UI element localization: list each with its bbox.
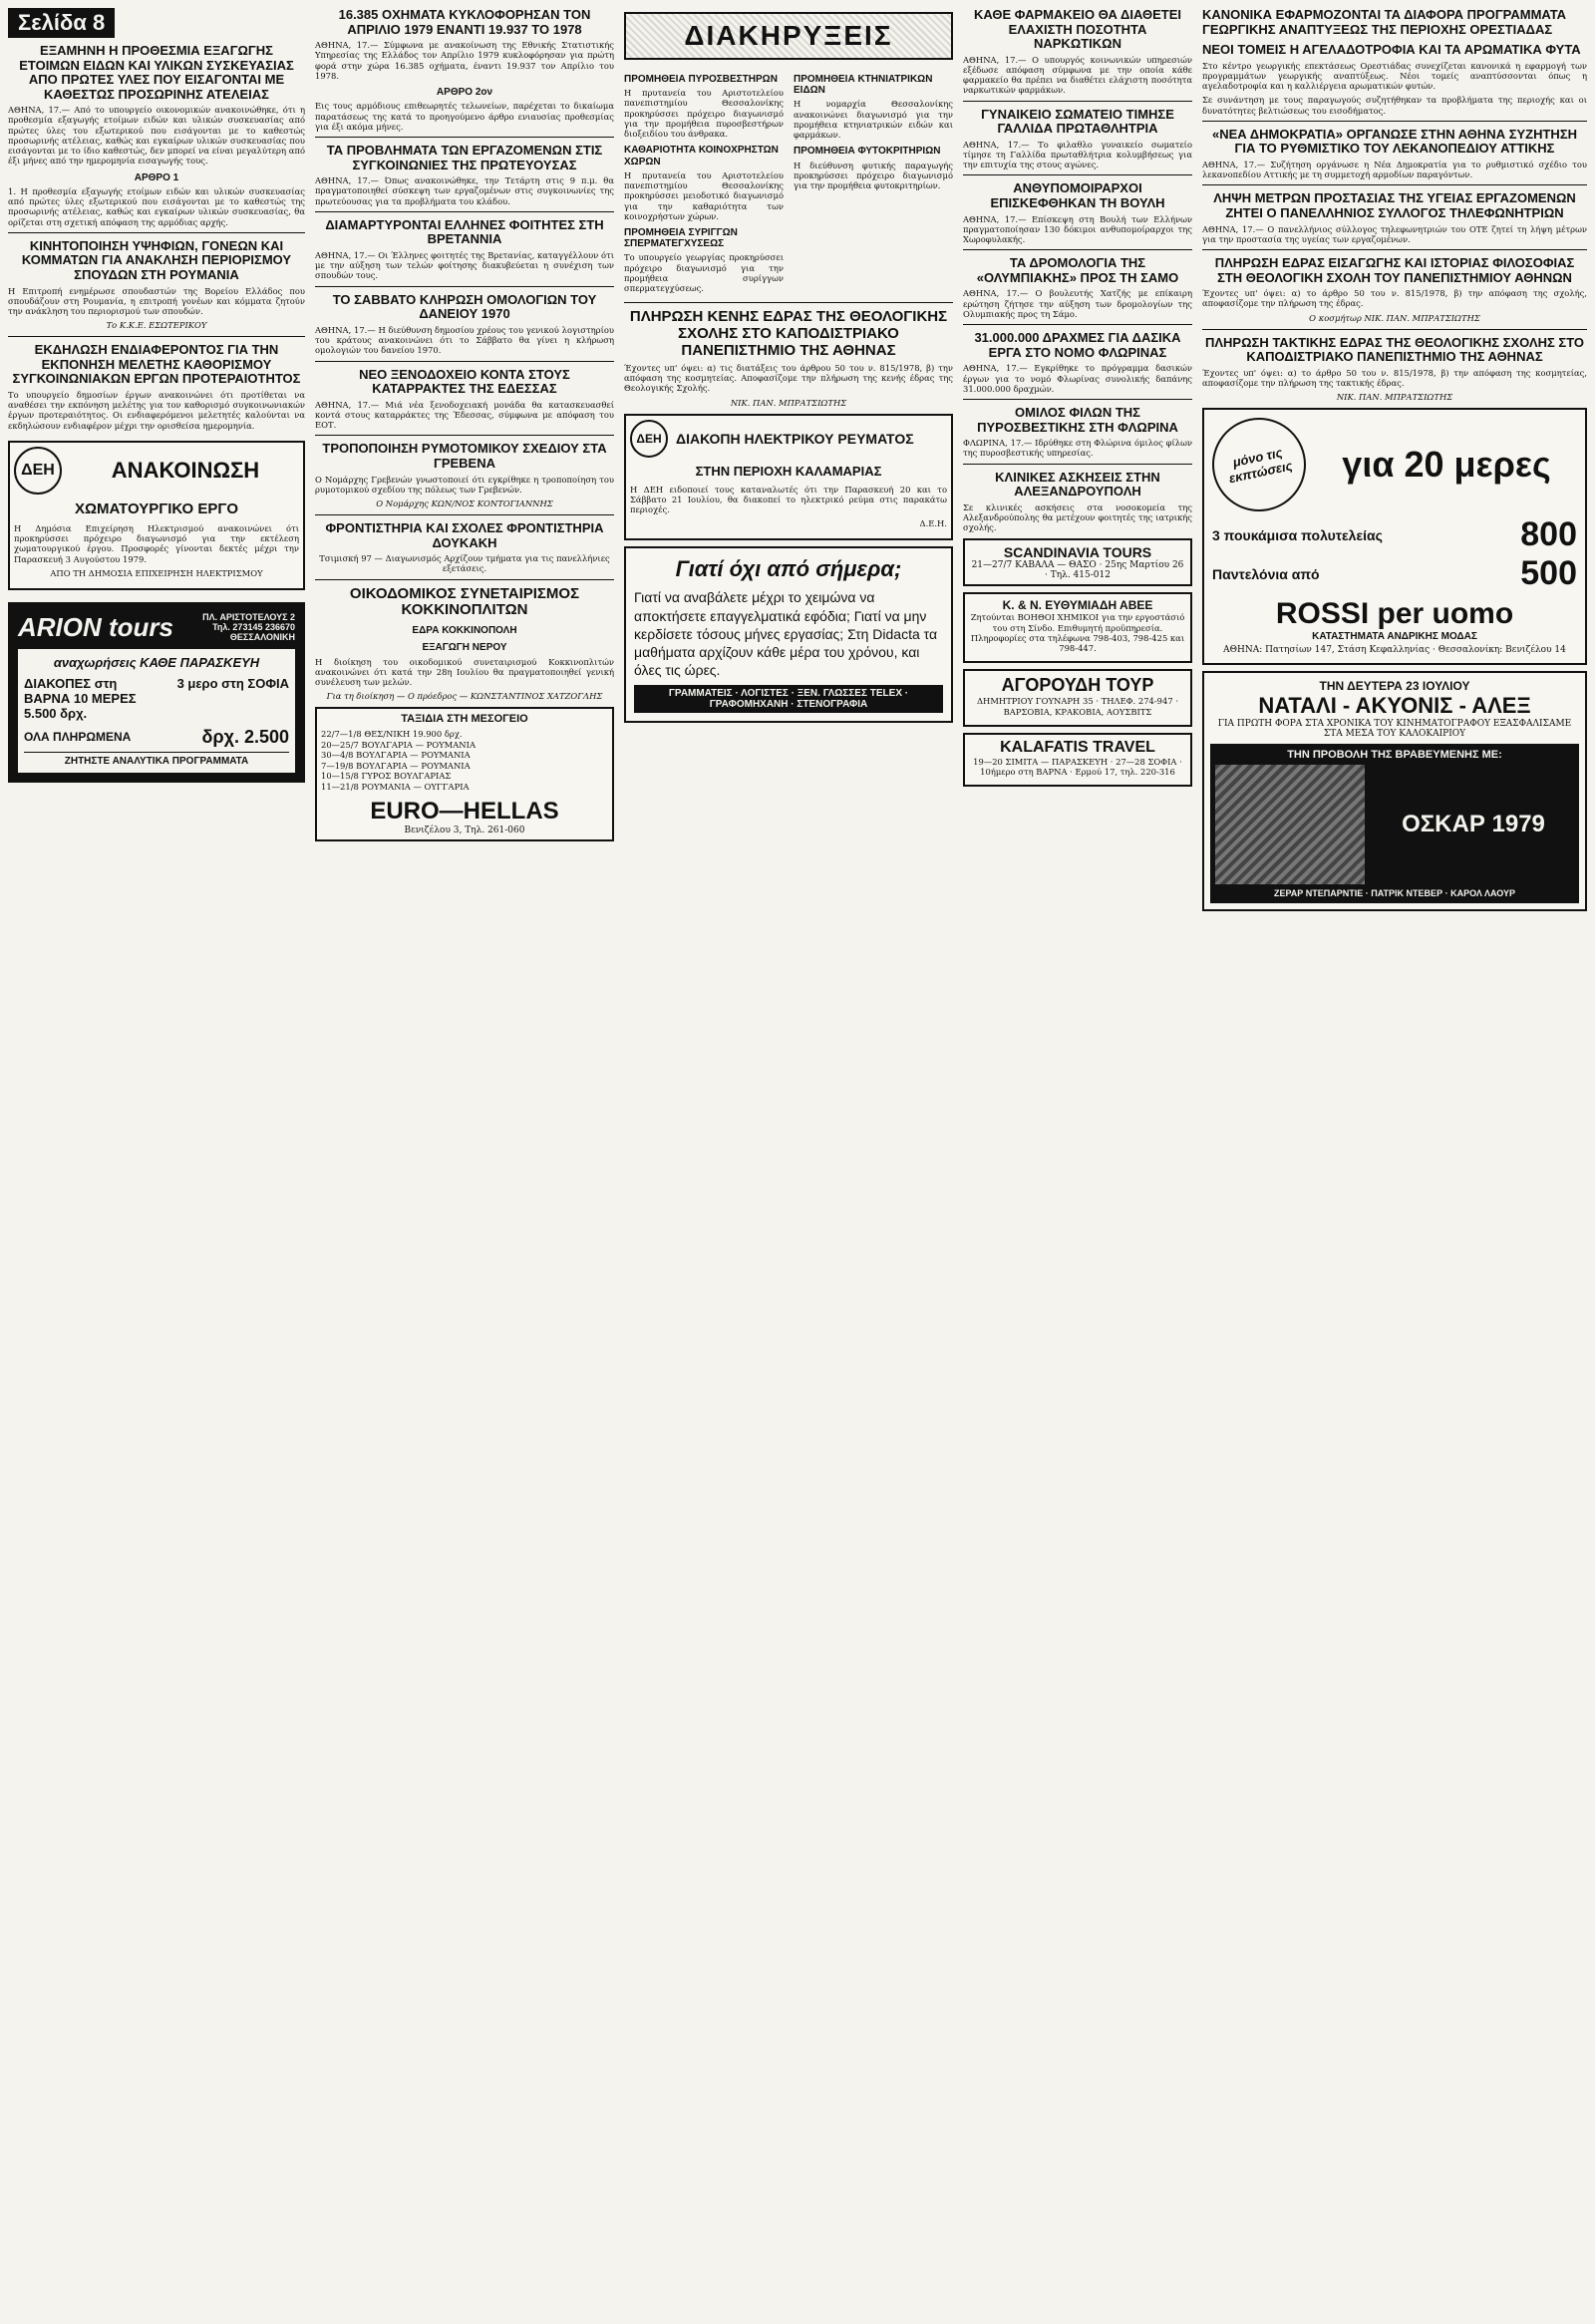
column-2 (315, 8, 614, 847)
didacta-text: Γιατί να αναβάλετε μέχρι το χειμώνα να αποκτήσετε επαγγελματικά εφόδια; Γιατί να μην κερδίσετε τόσους μήνες εργασίας; Στη Didacta τα μαθήματα αρχίζουν κάθε μέρα του χρόνου, και όλες τις ώρες. (634, 589, 938, 679)
divider (315, 361, 614, 362)
didacta-ad (624, 546, 953, 723)
headline-edessa-hotel: ΝΕΟ ΞΕΝΟΔΟΧΕΙΟ ΚΟΝΤΑ ΣΤΟΥΣ ΚΑΤΑΡΡΑΚΤΕΣ ΤΗΣ ΕΔΕΣΣΑΣ (359, 366, 570, 397)
headline-bond-draw: ΤΟ ΣΑΒΒΑΤΟ ΚΛΗΡΩΣΗ ΟΜΟΛΟΓΙΩΝ ΤΟΥ ΔΑΝΕΙΟΥ 1970 (332, 291, 597, 322)
headline-transport-workers: ΤΑ ΠΡΟΒΛΗΜΑΤΑ ΤΩΝ ΕΡΓΑΖΟΜΕΝΩΝ ΣΤΙΣ ΣΥΓΚΟΙΝΩΝΙΕΣ ΤΗΣ ΠΡΩΤΕΥΟΥΣΑΣ (326, 143, 603, 172)
article-text: 1. Η προθεσμία εξαγωγής ετοίμων ειδών και υλικών συσκευασίας από πρώτες ύλες εξωτερικού που εισάγονται με το καθεστώς της προσωρινής ατέλειας, καθώς και εγκαίρων υλικών συσκευασίας, θα ορίζεται στη σχετική απόφαση της αρμόδιας αρχής. (8, 185, 305, 227)
rossi-pants: Παντελόνια από (1212, 565, 1320, 582)
article-text: Τσιμισκή 97 — Διαγωνισμός Αρχίζουν τμήματα για τις πανελλήνιες εξετάσεις. (319, 553, 610, 574)
arion-trip-sofia: 3 μερο στη ΣΟΦΙΑ (176, 675, 289, 691)
rossi-shirts-price: 800 (1520, 515, 1577, 554)
article-text: ΑΘΗΝΑ, 17.— Ο πανελλήνιος σύλλογος τηλεφωνητριών του ΟΤΕ ζητεί τη λήψη μέτρων για την προστασία της υγείας των εργαζομένων. (1202, 223, 1587, 244)
column-4 (963, 8, 1192, 793)
arion-tours-ad (8, 602, 305, 783)
article-text: ΑΘΗΝΑ, 17.— Σύμφωνα με ανακοίνωση της Εθνικής Στατιστικής Υπηρεσίας της Ελλάδος τον Απρίλιο 1979 κυκλοφόρησαν για πρώτη φορά στην χώρα 16.385 οχήματα, έναντι 19.937 τον Απρίλιο του 1978. (315, 40, 614, 81)
power-outage-title: ΔΙΑΚΟΠΗ ΗΛΕΚΤΡΙΚΟΥ ΡΕΥΜΑΤΟΣ (676, 430, 914, 447)
scandinavia-details: 21—27/7 ΚΑΒΑΛΑ — ΘΑΣΟ · 25ης Μαρτίου 26 · Τηλ. 415-012 (971, 560, 1184, 581)
article-signature: ΝΙΚ. ΠΑΝ. ΜΠΡΑΤΣΙΩΤΗΣ (730, 397, 847, 408)
divider (963, 324, 1192, 325)
article-text: Στο κέντρο γεωργικής επεκτάσεως Ορεστιάδας συνεχίζεται κανονικά η εφαρμογή των προγραμμάτων γεωργικής αναπτύξεως. Νέοι τομείς αναπτύσσονται όπως η αγελαδοτροφία και η καλλιέργεια αρωματικών φυτών. (1202, 60, 1587, 92)
kalafatis-brand: KALAFATIS TRAVEL (1000, 738, 1155, 756)
cooperative-seat: ΕΔΡΑ ΚΟΚΚΙΝΟΠΟΛΗ (412, 625, 517, 637)
article-section-label: ΑΡΘΡΟ 1 (134, 171, 179, 183)
divider (315, 435, 614, 436)
headline-students-britain: ΔΙΑΜΑΡΤΥΡΟΝΤΑΙ ΕΛΛΗΝΕΣ ΦΟΙΤΗΤΕΣ ΣΤΗ ΒΡΕΤΑΝΝΙΑ (325, 216, 604, 247)
article-signature: Ο Νομάρχης ΚΩΝ/ΝΟΣ ΚΟΝΤΟΓΙΑΝΝΗΣ (376, 498, 553, 508)
rossi-brand: ROSSI per uomo (1275, 597, 1514, 631)
article-text: Έχοντες υπ' όψει: α) το άρθρο 50 του ν. 815/1978, β) την απόφαση της σχολής, αποφασίζομε την πλήρωση της έδρας. (1202, 288, 1587, 309)
kalafatis-travel-ad (963, 733, 1192, 788)
headline-pharmacies: ΚΑΘΕ ΦΑΡΜΑΚΕΙΟ ΘΑ ΔΙΑΘΕΤΕΙ ΕΛΑΧΙΣΤΗ ΠΟΣΟΤΗΤΑ ΝΑΡΚΩΤΙΚΩΝ (973, 7, 1182, 52)
list-item: 20—25/7 ΒΟΥΛΓΑΡΙΑ — ΡΟΥΜΑΝΙΑ (321, 739, 476, 750)
announcement-title: ΑΝΑΚΟΙΝΩΣΗ (111, 457, 260, 483)
article-text: Η διοίκηση του οικοδομικού συνεταιρισμού Κοκκινοπλιτών ανακοινώνει ότι κατά την 28η Ιουλίου θα πραγματοποιηθεί γενική συνέλευση των μελών. (315, 656, 614, 688)
notice-title: ΠΡΟΜΗΘΕΙΑ ΚΤΗΝΙΑΤΡΙΚΩΝ ΕΙΔΩΝ (794, 74, 933, 97)
notice-text: Η πρυτανεία του Αριστοτελείου πανεπιστημίου Θεσσαλονίκης προκηρύσσει πρόχειρο διαγωνισμό για την προμήθεια πυροσβεστήρων διοξειδίου του άνθρακα. (624, 88, 784, 140)
divider (8, 232, 305, 233)
headline-florina-forestry: 31.000.000 ΔΡΑΧΜΕΣ ΓΙΑ ΔΑΣΙΚΑ ΕΡΓΑ ΣΤΟ ΝΟΜΟ ΦΛΩΡΙΝΑΣ (974, 330, 1181, 360)
article-text: Έχοντες υπ' όψει: α) τις διατάξεις του άρθρου 50 του ν. 815/1978, β) την απόφαση της κοσμητείας. Αποφασίζομε την πλήρωση της κενής έδρας της Θεολογικής Σχολής. (624, 362, 953, 394)
article-text: ΑΘΗΝΑ, 17.— Εγκρίθηκε το πρόγραμμα δασικών έργων για το νομό Φλωρίνας συνολικής δαπάνης 31.000.000 δραχμών. (963, 363, 1192, 394)
cinema-promo: ΤΗΝ ΠΡΟΒΟΛΗ ΤΗΣ ΒΡΑΒΕΥΜΕΝΗΣ ΜΕ: (1287, 749, 1502, 762)
euro-hellas-address: Βενιζέλου 3, Τηλ. 261-060 (404, 826, 525, 836)
cinema-photo (1215, 765, 1365, 884)
cooperative-subject: ΕΞΑΓΩΓΗ ΝΕΡΟΥ (422, 642, 507, 654)
arion-city: ΘΕΣΣΑΛΟΝΙΚΗ (229, 631, 295, 642)
notice-text: Η πρυτανεία του Αριστοτελείου πανεπιστημίου Θεσσαλονίκης προκηρύσσει μειοδοτικό διαγωνισμό για την καθαριότητα των κοινοχρήστων χώρων. (624, 169, 784, 221)
article-text: ΑΘΗΝΑ, 17.— Επίσκεψη στη Βουλή των Ελλήνων πραγματοποίησαν 130 δόκιμοι ανθυπομοίραρχοι της Χωροφυλακής. (963, 213, 1192, 245)
euro-hellas-ad (315, 707, 614, 841)
rossi-ad (1202, 408, 1587, 665)
divider (963, 101, 1192, 102)
divider (1202, 121, 1587, 122)
article-signature: Ο κοσμήτωρ ΝΙΚ. ΠΑΝ. ΜΠΡΑΤΣΙΩΤΗΣ (1309, 312, 1480, 323)
article-text: ΑΘΗΝΑ, 17.— Οι Έλληνες φοιτητές της Βρετανίας, καταγγέλλουν ότι με την αύξηση των τελών φοίτησης διακυβεύεται η συνέχιση των σπουδών τους. (315, 249, 614, 281)
article-text: Σε συνάντηση με τους παραγωγούς συζητήθηκαν τα προβλήματα της περιοχής και οι δυνατότητες βελτιώσεως του εισοδήματος. (1202, 95, 1587, 116)
arion-brand: ARION tours (18, 611, 173, 642)
didacta-courses: ΓΡΑΜΜΑΤΕΙΣ · ΛΟΓΙΣΤΕΣ · ΞΕΝ. ΓΛΩΣΣΕΣ TELEX · ΓΡΑΦΟΜΗΧΑΝΗ · ΣΤΕΝΟΓΡΑΦΙΑ (634, 685, 943, 713)
rossi-pants-price: 500 (1520, 554, 1577, 593)
notice-text: Η νομαρχία Θεσσαλονίκης ανακοινώνει διαγωνισμό για την προμήθεια κτηνιατρικών ειδών και φαρμάκων. (794, 99, 953, 141)
power-outage-area: ΣΤΗΝ ΠΕΡΙΟΧΗ ΚΑΛΑΜΑΡΙΑΣ (695, 463, 882, 479)
evthymiadis-text: Ζητούνται ΒΟΗΘΟΙ ΧΗΜΙΚΟΙ για την εργοστάσιό του στη Σίνδο. Επιθυμητή προϋπηρεσία. Πληροφορίες στα τηλέφωνα 798-403, 798-425 και 798-447. (970, 612, 1185, 654)
article-text: ΦΛΩΡΙΝΑ, 17.— Ιδρύθηκε στη Φλώρινα όμιλος φίλων της πυροσβεστικής υπηρεσίας. (963, 438, 1192, 459)
rossi-days: για 20 μερες (1342, 444, 1551, 486)
headline-theology-regular-chair: ΠΛΗΡΩΣΗ ΤΑΚΤΙΚΗΣ ΕΔΡΑΣ ΤΗΣ ΘΕΟΛΟΓΙΚΗΣ ΣΧΟΛΗΣ ΣΤΟ ΚΑΠΟΔΙΣΤΡΙΑΚΟ ΠΑΝΕΠΙΣΤΗΜΙΟ ΤΗΣ ΑΘΗΝΑΣ (1204, 334, 1585, 365)
cinema-date: ΤΗΝ ΔΕΥΤΕΡΑ 23 ΙΟΥΛΙΟΥ (1319, 679, 1470, 694)
arion-phone: Τηλ. 273145 236670 (212, 621, 295, 632)
article-text: ΑΘΗΝΑ, 17.— Η διεύθυνση δημοσίου χρέους του γενικού λογιστηρίου του κράτους ανακοινώνει ότι το Σάββατο θα γίνει η κλήρωση ομολογιών του δανείου 1970. (315, 324, 614, 356)
article-text: ΑΘΗΝΑ, 17.— Ο βουλευτής Χατζής με επίκαιρη ερώτηση ζήτησε την αύξηση των δρομολογίων της Ολυμπιακής προς τη Σάμο. (963, 288, 1192, 319)
article-signature: Για τη διοίκηση — Ο πρόεδρος — ΚΩΝΣΤΑΝΤΙΝΟΣ ΧΑΤΖΟΓΛΗΣ (326, 691, 603, 702)
list-item: 11—21/8 ΡΟΥΜΑΝΙΑ — ΟΥΓΓΑΡΙΑ (321, 781, 470, 792)
rossi-addresses: ΑΘΗΝΑ: Πατησίων 147, Στάση Κεφαλληνίας · Θεσσαλονίκη: Βενιζέλου 14 (1223, 645, 1566, 656)
divider (315, 137, 614, 138)
divider (315, 286, 614, 287)
cinema-cast: ΖΕΡΑΡ ΝΤΕΠΑΡΝΤΙΕ · ΠΑΤΡΙΚ ΝΤΕΒΕΡ · ΚΑΡΟΛ ΛΑΟΥΡ (1273, 888, 1516, 899)
headline-orestiada: ΚΑΝΟΝΙΚΑ ΕΦΑΡΜΟΖΟΝΤΑΙ ΤΑ ΔΙΑΦΟΡΑ ΠΡΟΓΡΑΜΜΑΤΑ ΓΕΩΡΓΙΚΗΣ ΑΝΑΠΤΥΞΕΩΣ ΤΗΣ ΠΕΡΙΟΧΗΣ ΟΡΕΣΤΙΑΔΑΣ (1202, 7, 1567, 37)
scandinavia-tours-ad (963, 538, 1192, 586)
article-text: ΑΘΗΝΑ, 17.— Όπως ανακοινώθηκε, την Τετάρτη στις 9 π.μ. θα πραγματοποιηθεί σύσκεψη των εργαζομένων στις συγκοινωνίες της πρωτεύουσας για τα προβλήματα του κλάδου. (315, 175, 614, 206)
agoroudi-details: ΔΗΜΗΤΡΙΟΥ ΓΟΥΝΑΡΗ 35 · ΤΗΛΕΦ. 274-947 · ΒΑΡΣΟΒΙΑ, ΚΡΑΚΟΒΙΑ, ΑΟΥΣΒΙΤΣ (976, 696, 1178, 717)
cinema-subtitle: ΓΙΑ ΠΡΩΤΗ ΦΟΡΑ ΣΤΑ ΧΡΟΝΙΚΑ ΤΟΥ ΚΙΝΗΜΑΤΟΓΡΑΦΟΥ ΕΞΑΣΦΑΛΙΣΑΜΕ ΣΤΑ ΜΕΣΑ ΤΟΥ ΚΑΛΟΚΑΙΡΙΟΥ (1217, 719, 1572, 740)
cinema-title: ΝΑΤΑΛΙ - ΑΚΥΟΝΙΣ - ΑΛΕΞ (1258, 693, 1531, 719)
notice-title: ΚΑΘΑΡΙΟΤΗΤΑ ΚΟΙΝΟΧΡΗΣΤΩΝ ΧΩΡΩΝ (624, 145, 779, 167)
kalafatis-details: 19—20 ΣΙΜΙΤΑ — ΠΑΡΑΣΚΕΥΗ · 27—28 ΣΟΦΙΑ · 10ήμερο στη ΒΑΡΝΑ · Ερμού 17, τηλ. 220-316 (973, 756, 1182, 778)
list-item: 30—4/8 ΒΟΥΛΓΑΡΙΑ — ΡΟΥΜΑΝΙΑ (321, 750, 471, 761)
divider (963, 399, 1192, 400)
headline-clinical-practice: ΚΛΙΝΙΚΕΣ ΑΣΚΗΣΕΙΣ ΣΤΗΝ ΑΛΕΞΑΝΔΡΟΥΠΟΛΗ (995, 469, 1160, 499)
agoroudi-brand: ΑΓΟΡΟΥΔΗ ΤΟΥΡ (1001, 675, 1154, 696)
headline-frontistiria: ΦΡΟΝΤΙΣΤΗΡΙΑ ΚΑΙ ΣΧΟΛΕΣ ΦΡΟΝΤΙΣΤΗΡΙΑ ΔΟΥΚΑΚΗ (325, 520, 604, 550)
divider (1202, 184, 1587, 185)
headline-fire-friends: ΟΜΙΛΟΣ ΦΙΛΩΝ ΤΗΣ ΠΥΡΟΣΒΕΣΤΙΚΗΣ ΣΤΗ ΦΛΩΡΙΝΑ (977, 405, 1178, 435)
arion-price: δρχ. 2.500 (201, 726, 289, 747)
divider (8, 336, 305, 337)
headline-womens-club: ΓΥΝΑΙΚΕΙΟ ΣΩΜΑΤΕΙΟ ΤΙΜΗΣΕ ΓΑΛΛΙΔΑ ΠΡΩΤΑΘΛΗΤΡΙΑ (981, 106, 1174, 137)
section-banner: ΔΙΑΚΗΡΥΞΕΙΣ (624, 12, 953, 60)
article-text: Το υπουργείο δημοσίων έργων ανακοινώνει ότι προτίθεται να αναθέσει την εκπόνηση μελέτης για τον καθορισμό συγκοινωνιακών έργων προτεραιότητος. Οι ενδιαφερόμενοι μελετητές καλούνται να εκδηλώσουν ενδιαφέρον μέχρι την ορισθείσα ημερομηνία. (8, 389, 305, 431)
headline-cadets-parliament: ΑΝΘΥΠΟΜΟΙΡΑΡΧΟΙ ΕΠΙΣΚΕΦΘΗΚΑΝ ΤΗ ΒΟΥΛΗ (990, 180, 1165, 211)
announcement-body: Η Δημόσια Επιχείρηση Ηλεκτρισμού ανακοινώνει ότι προκηρύσσει πρόχειρο διαγωνισμό για την εκτέλεση χωματουργικού έργου. Προσφορές γίνονται δεκτές μέχρι την Παρασκευή 3 Αυγούστου 1979. (14, 522, 299, 564)
deh-logo: ΔΕΗ (14, 447, 62, 495)
article-text: ΑΘΗΝΑ, 17.— Συζήτηση οργάνωσε η Νέα Δημοκρατία για το ρυθμιστικό σχέδιο του λεκανοπεδίου Αττικής με τη συμμετοχή αρμοδίων παραγόντων. (1202, 159, 1587, 180)
article-text: Ο Νομάρχης Γρεβενών γνωστοποιεί ότι εγκρίθηκε η τροποποίηση του ρυμοτομικού σχεδίου της πόλεως των Γρεβενών. (315, 474, 614, 495)
divider (315, 514, 614, 515)
power-outage-box (624, 414, 953, 541)
article-text: ΑΘΗΝΑ, 17.— Μιά νέα ξενοδοχειακή μονάδα θα κατασκευασθεί κοντά στους καταρράκτες της Έδεσσας, σύμφωνα με απόφαση του ΕΟΤ. (315, 399, 614, 431)
didacta-title: Γιατί όχι από σήμερα; (675, 556, 902, 582)
notice-text: Το υπουργείο γεωργίας προκηρύσσει πρόχειρο διαγωνισμό για την προμήθεια συρίγγων σπερματεγχύσεως. (624, 252, 784, 294)
divider (963, 249, 1192, 250)
power-outage-signature: Δ.Ε.Η. (919, 518, 947, 529)
subheadline-orestiada: ΝΕΟΙ ΤΟΜΕΙΣ Η ΑΓΕΛΑΔΟΤΡΟΦΙΑ ΚΑΙ ΤΑ ΑΡΩΜΑΤΙΚΑ ΦΥΤΑ (1202, 42, 1581, 58)
notice-title: ΠΡΟΜΗΘΕΙΑ ΠΥΡΟΣΒΕΣΤΗΡΩΝ (624, 74, 778, 85)
headline-romania-studies: ΚΙΝΗΤΟΠΟΙΗΣΗ ΥΨΗΦΙΩΝ, ΓΟΝΕΩΝ ΚΑΙ ΚΟΜΜΑΤΩΝ ΓΙΑ ΑΝΑΚΛΗΣΗ ΠΕΡΙΟΡΙΣΜΟΥ ΣΠΟΥΔΩΝ ΣΤΗ ΡΟΥΜΑΝΙΑ (21, 237, 292, 282)
arion-address: ΠΛ. ΑΡΙΣΤΟΤΕΛΟΥΣ 2 (202, 611, 295, 622)
agoroudi-tour-ad (963, 669, 1192, 727)
headline-vehicles: 16.385 ΟΧΗΜΑΤΑ ΚΥΚΛΟΦΟΡΗΣΑΝ ΤΟΝ ΑΠΡΙΛΙΟ 1979 ΕΝΑΝΤΙ 19.937 ΤΟ 1978 (338, 7, 591, 37)
cinema-award: ΟΣΚΑΡ 1979 (1402, 811, 1545, 838)
divider (1202, 249, 1587, 250)
article-signature: Το Κ.Κ.Ε. ΕΣΩΤΕΡΙΚΟΥ (106, 320, 207, 331)
evthymiadis-ad (963, 592, 1192, 663)
power-outage-text: Η ΔΕΗ ειδοποιεί τους καταναλωτές ότι την Παρασκευή 20 και το Σάββατο 21 Ιουλίου, θα διακοπεί το ηλεκτρικό ρεύμα στις παρακάτω περιοχές. (630, 484, 947, 515)
headline-philosophy-chair: ΠΛΗΡΩΣΗ ΕΔΡΑΣ ΕΙΣΑΓΩΓΗΣ ΚΑΙ ΙΣΤΟΡΙΑΣ ΦΙΛΟΣΟΦΙΑΣ ΣΤΗ ΘΕΟΛΟΓΙΚΗ ΣΧΟΛΗ ΤΟΥ ΠΑΝΕΠΙΣΤΗΜΙΟΥ ΑΘΗΝΩΝ (1214, 255, 1575, 285)
notice-title: ΠΡΟΜΗΘΕΙΑ ΦΥΤΟΚΡΙΤΗΡΙΩΝ (794, 146, 941, 158)
article-text: ΑΘΗΝΑ, 17.— Από το υπουργείο οικονομικών ανακοινώθηκε, ότι η προθεσμία εξαγωγής ετοίμων ειδών και υλικών συσκευασίας από πρώτες ύλες του εξωτερικού που εισάγονται με το καθεστώς προσωρινής ατέλειας, καθώς και εγκαίρων υλικών συσκευασίας που εισάγονται με το ίδιο καθεστώς, δεν μπορεί να είναι μεγαλύτερη από έξι μήνες από την ημερομηνία εισαγωγής τους. (8, 105, 305, 166)
article-text: Εις τους αρμόδιους επιθεωρητές τελωνείων, παρέχεται το δικαίωμα παρατάσεως της κατά το προηγούμενο άρθρο ενιαυσίας προθεσμίας για έξι ακόμα μήνες. (315, 101, 614, 132)
euro-hellas-title: ΤΑΞΙΔΙΑ ΣΤΗ ΜΕΣΟΓΕΙΟ (401, 713, 528, 726)
headline-telephone-operators: ΛΗΨΗ ΜΕΤΡΩΝ ΠΡΟΣΤΑΣΙΑΣ ΤΗΣ ΥΓΕΙΑΣ ΕΡΓΑΖΟΜΕΝΩΝ ΖΗΤΕΙ Ο ΠΑΝΕΛΛΗΝΙΟΣ ΣΥΛΛΟΓΟΣ ΤΗΛΕΦΩΝΗΤΡΙΩΝ (1213, 190, 1576, 221)
article-text: ΑΘΗΝΑ, 17.— Το φιλαθλο γυναικείο σωματείο τίμησε τη Γαλλίδα πρωταθλήτρια κολυμβήσεως για την επιτυχία της στους αγώνες. (963, 139, 1192, 170)
deh-logo: ΔΕΗ (630, 420, 668, 458)
notice-text: Η διεύθυνση φυτικής παραγωγής προκηρύσσει πρόχειρο διαγωνισμό για την προμήθεια φυτοκριτηρίων. (794, 160, 953, 191)
divider (1202, 329, 1587, 330)
divider (624, 302, 953, 303)
euro-hellas-brand: EURO—HELLAS (370, 798, 559, 826)
arion-offer: ΟΛΑ ΠΛΗΡΩΜΕΝΑ (24, 730, 132, 745)
column-1 (8, 8, 305, 789)
article-text: Έχοντες υπ' όψει: α) το άρθρο 50 του ν. 815/1978, β) την απόφαση της κοσμητείας, αποφασίζομε την πλήρωση της τακτικής έδρας. (1202, 367, 1587, 389)
column-5 (1202, 8, 1587, 917)
evthymiadis-title: Κ. & Ν. ΕΥΘΥΜΙΑΔΗ ΑΒΕΕ (1002, 598, 1153, 613)
article-signature: ΝΙΚ. ΠΑΝ. ΜΠΡΑΤΣΙΩΤΗΣ (1336, 392, 1453, 403)
deh-announcement-box (8, 441, 305, 590)
headline-nd-attica: «ΝΕΑ ΔΗΜΟΚΡΑΤΙΑ» ΟΡΓΑΝΩΣΕ ΣΤΗΝ ΑΘΗΝΑ ΣΥΖΗΤΗΣΗ ΓΙΑ ΤΟ ΡΥΘΜΙΣΤΙΚΟ ΤΟΥ ΛΕΚΑΝΟΠΕΔΙΟΥ ΑΤΤΙΚΗΣ (1211, 126, 1578, 157)
arion-tagline: αναχωρήσεις ΚΑΘΕ ΠΑΡΑΣΚΕΥΗ (53, 654, 260, 670)
headline-theology-chair: ΠΛΗΡΩΣΗ ΚΕΝΗΣ ΕΔΡΑΣ ΤΗΣ ΘΕΟΛΟΓΙΚΗΣ ΣΧΟΛΗΣ ΣΤΟ ΚΑΠΟΔΙΣΤΡΙΑΚΟ ΠΑΝΕΠΙΣΤΗΜΙΟ ΤΗΣ ΑΘΗΝΑΣ (629, 308, 948, 360)
divider (315, 211, 614, 212)
headline-cooperative: ΟΙΚΟΔΟΜΙΚΟΣ ΣΥΝΕΤΑΙΡΙΣΜΟΣ ΚΟΚΚΙΝΟΠΛΙΤΩΝ (349, 584, 580, 619)
list-item: 10—15/8 ΓΥΡΟΣ ΒΟΥΛΓΑΡΙΑΣ (321, 771, 452, 782)
article-text: ΑΘΗΝΑ, 17.— Ο υπουργός κοινωνικών υπηρεσιών εξέδωσε απόφαση σύμφωνα με την οποία κάθε φαρμακείο θα πρέπει να διαθέτει ελάχιστη ποσότητα ναρκωτικών φαρμάκων. (963, 54, 1192, 96)
euro-hellas-list (321, 729, 608, 792)
announcement-signature: ΑΠΟ ΤΗ ΔΗΜΟΣΙΑ ΕΠΙΧΕΙΡΗΣΗ ΗΛΕΚΤΡΙΣΜΟΥ (50, 567, 263, 578)
article-section-label: ΑΡΘΡΟ 2ον (436, 87, 493, 99)
rossi-sale-badge: μόνο τις εκπτώσεις (1203, 410, 1314, 520)
divider (315, 579, 614, 580)
arion-footer: ΖΗΤΗΣΤΕ ΑΝΑΛΥΤΙΚΑ ΠΡΟΓΡΑΜΜΑΤΑ (24, 752, 289, 767)
cinema-ad (1202, 671, 1587, 911)
rossi-shirts: 3 πουκάμισα πολυτελείας (1212, 526, 1383, 543)
article-text: Σε κλινικές ασκήσεις στα νοσοκομεία της Αλεξανδρούπολης θα μετέχουν φοιτητές της ιατρικής σχολής. (963, 501, 1192, 533)
divider (963, 174, 1192, 175)
notice-title: ΠΡΟΜΗΘΕΙΑ ΣΥΡΙΓΓΩΝ ΣΠΕΡΜΑΤΕΓΧΥΣΕΩΣ (624, 227, 738, 250)
headline-grevena-plan: ΤΡΟΠΟΠΟΙΗΣΗ ΡΥΜΟΤΟΜΙΚΟΥ ΣΧΕΔΙΟΥ ΣΤΑ ΓΡΕΒΕΝΑ (322, 441, 607, 471)
scandinavia-brand: SCANDINAVIA TOURS (1003, 544, 1152, 561)
headline-export-deadline: ΕΞΑΜΗΝΗ Η ΠΡΟΘΕΣΜΙΑ ΕΞΑΓΩΓΗΣ ΕΤΟΙΜΩΝ ΕΙΔΩΝ ΚΑΙ ΥΛΙΚΩΝ ΣΥΣΚΕΥΑΣΙΑΣ ΑΠΟ ΠΡΩΤΕΣ ΥΛΕΣ ΠΟΥ ΕΙΣΑΓΟΝΤΑΙ ΜΕ ΚΑΘΕΣΤΩΣ ΠΡΟΣΩΡΙΝΗΣ ΑΤΕΛΕΙΑΣ (19, 43, 294, 102)
rossi-subtitle: ΚΑΤΑΣΤΗΜΑΤΑ ΑΝΔΡΙΚΗΣ ΜΟΔΑΣ (1312, 631, 1477, 643)
list-item: 22/7—1/8 ΘΕΣ/ΝΙΚΗ 19.900 δρχ. (321, 729, 463, 740)
divider (963, 464, 1192, 465)
list-item: 7—19/8 ΒΟΥΛΓΑΡΙΑ — ΡΟΥΜΑΝΙΑ (321, 760, 471, 771)
article-text: Η Επιτροπή ενημέρωσε σπουδαστών της Βορείου Ελλάδος που σπουδάζουν στη Ρουμανία, η επιτροπή γονέων και κόμματα ζητούν την ανάκληση του περιορισμού των σπουδών. (8, 285, 305, 317)
column-3 (624, 8, 953, 729)
announcement-subtitle: ΧΩΜΑΤΟΥΡΓΙΚΟ ΕΡΓΟ (74, 499, 239, 517)
page-number-label: Σελίδα 8 (8, 8, 115, 38)
headline-olympic-samos: ΤΑ ΔΡΟΜΟΛΟΓΙΑ ΤΗΣ «ΟΛΥΜΠΙΑΚΗΣ» ΠΡΟΣ ΤΗ ΣΑΜΟ (976, 255, 1179, 285)
headline-transport-study: ΕΚΔΗΛΩΣΗ ΕΝΔΙΑΦΕΡΟΝΤΟΣ ΓΙΑ ΤΗΝ ΕΚΠΟΝΗΣΗ ΜΕΛΕΤΗΣ ΚΑΘΟΡΙΣΜΟΥ ΣΥΓΚΟΙΝΩΝΙΑΚΩΝ ΕΡΓΩΝ ΠΡΟΤΕΡΑΙΟΤΗΤΟΣ (12, 342, 301, 387)
arion-trip-varna: ΔΙΑΚΟΠΕΣ στη ΒΑΡΝΑ 10 ΜΕΡΕΣ 5.500 δρχ. (24, 675, 137, 721)
